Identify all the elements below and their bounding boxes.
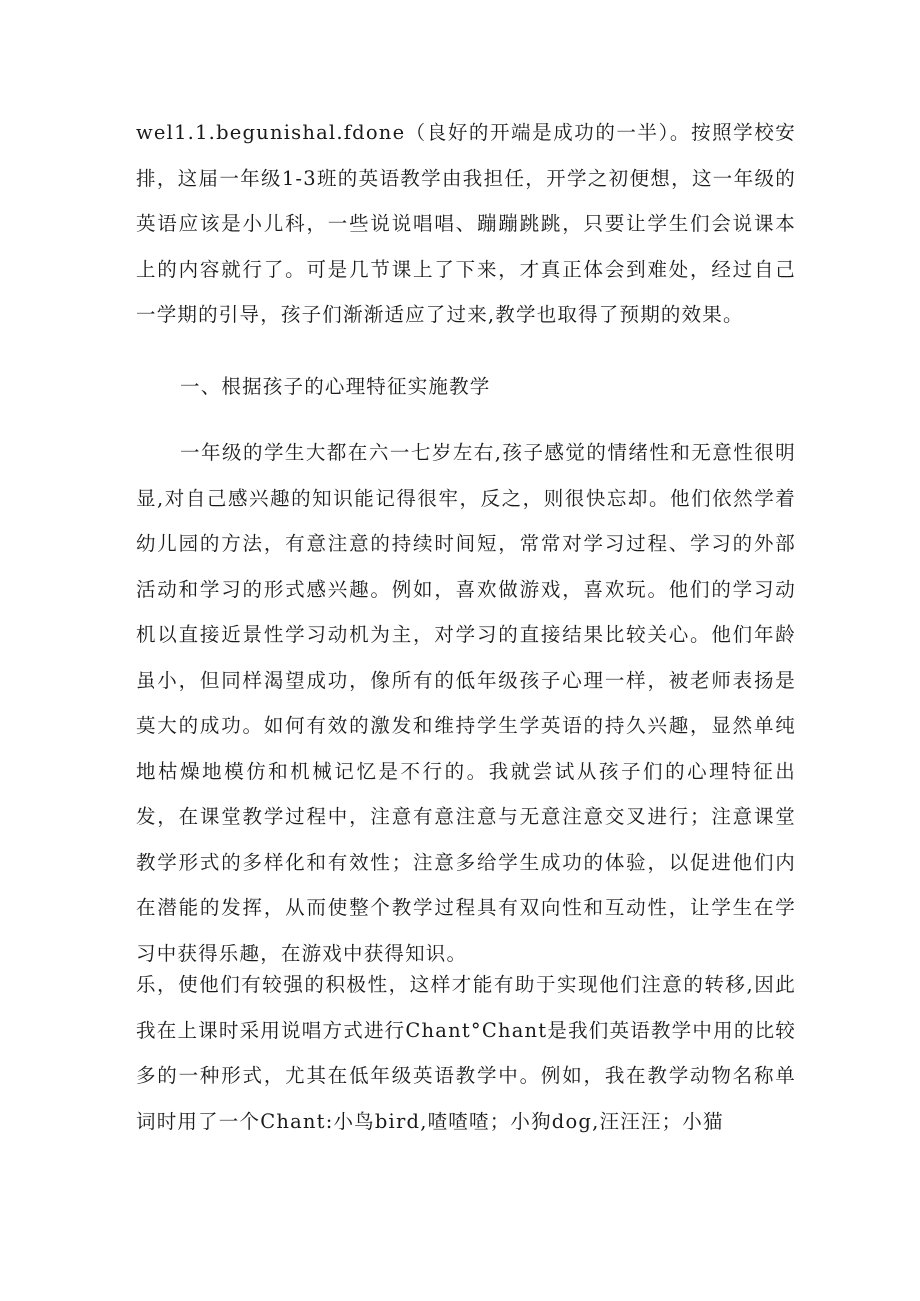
continuation-paragraph: 乐，使他们有较强的积极性，这样才能有助于实现他们注意的转移,因此我在上课时采用说唱方式进行Chant°Chant是我们英语教学中用的比较多的一种形式，尤其在低年级英语教学中。例如，我在教学动物名称单词时用了一个Chant:小鸟bird,喳喳喳；小狗dog,汪汪汪；小猫 <box>136 973 796 1133</box>
body-paragraph: 一年级的学生大都在六一七岁左右,孩子感觉的情绪性和无意性很明显,对自己感兴趣的知识能记得很牢，反之，则很快忘却。他们依然学着幼儿园的方法，有意注意的持续时间短，常常对学习过程、学习的外部活动和学习的形式感兴趣。例如，喜欢做游戏，喜欢玩。他们的学习动机以直接近景性学习动机为主，对学习的直接结果比较关心。他们年龄虽小，但同样渴望成功，像所有的低年级孩子心理一样，被老师表扬是莫大的成功。如何有效的激发和维持学生学英语的持久兴趣，显然单纯地枯燥地模仿和机械记忆是不行的。我就尝试从孩子们的心理特征出发，在课堂教学过程中，注意有意注意与无意注意交叉进行；注意课堂教学形式的多样化和有效性；注意多给学生成功的体验，以促进他们内在潜能的发挥，从而使整个教学过程具有双向性和互动性，让学生在学习中获得乐趣，在游戏中获得知识。 <box>136 441 796 965</box>
section-heading: 一、根据孩子的心理特征实施教学 <box>180 375 491 398</box>
intro-paragraph: wel1.1.begunishal.fdone（良好的开端是成功的一半）。按照学校安排，这届一年级1-3班的英语教学由我担任，开学之初便想，这一年级的英语应该是小儿科，一些说说唱唱、蹦蹦跳跳，只要让学生们会说课本上的内容就行了。可是几节课上了下来，才真正体会到难处，经过自己一学期的引导，孩子们渐渐适应了过来,教学也取得了预期的效果。 <box>136 121 796 326</box>
